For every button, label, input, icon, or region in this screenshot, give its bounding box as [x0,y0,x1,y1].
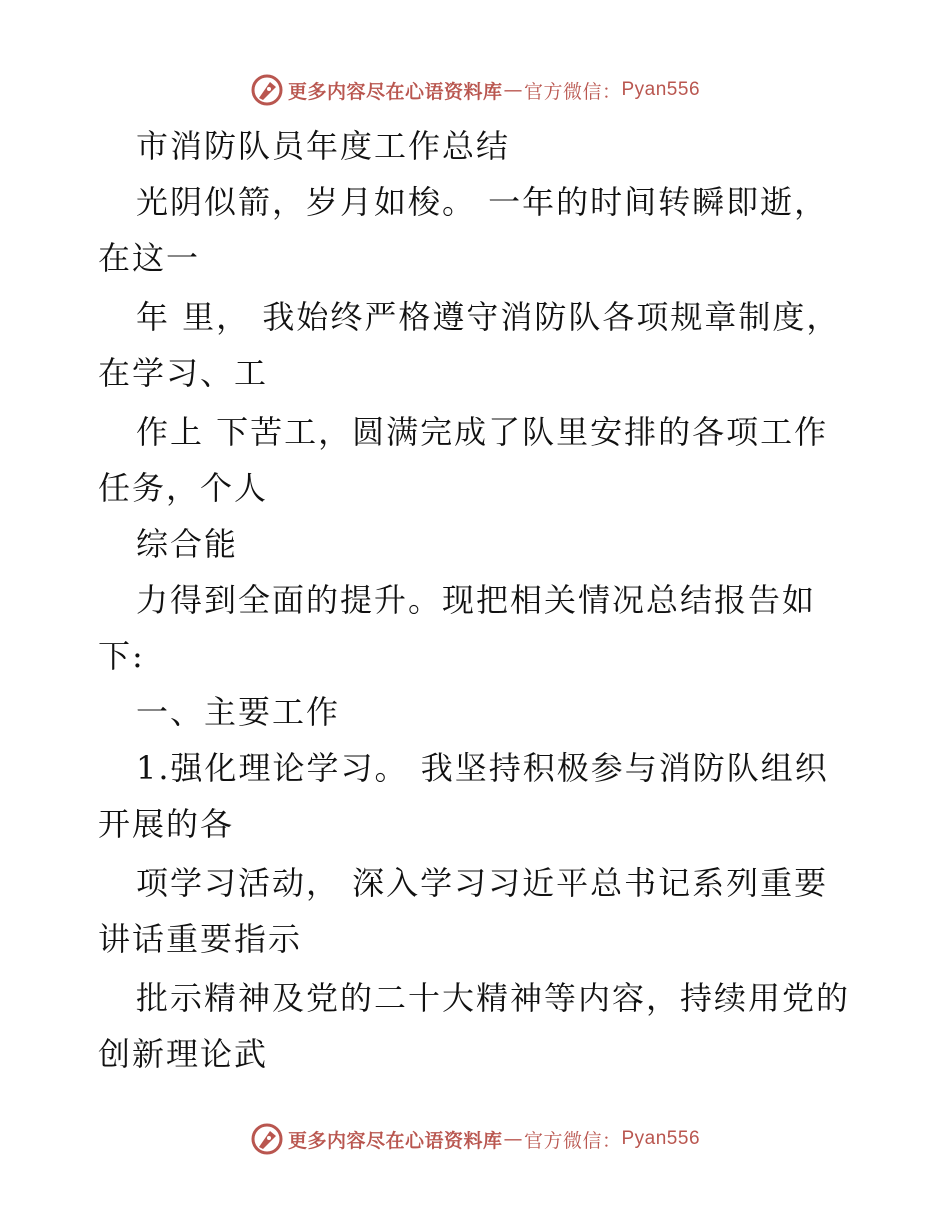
section-heading: 一、主要工作 [136,693,341,731]
paragraph-line: 开展的各 [98,805,235,843]
paragraph-line: 年 里， 我始终严格遵守消防队各项规章制度， [136,298,841,336]
paragraph-line: 在学习、工 [98,354,269,392]
banner-contact-label: 官方微信： [523,80,622,103]
paragraph-line: 光阴似箭，岁月如梭。 一年的时间转瞬即逝， [136,183,829,221]
document-title: 市消防队员年度工作总结 [136,127,511,165]
paragraph-line: 1.强化理论学习。 我坚持积极参与消防队组织 [136,749,829,787]
banner-brand-text: 更多内容尽在心语资料库 [287,1129,503,1152]
banner-dash: — [503,79,523,101]
paragraph-line: 创新理论武 [98,1035,269,1073]
paragraph-line: 讲话重要指示 [98,920,303,958]
paragraph-line: 项学习活动， 深入学习习近平总书记系列重要 [136,864,829,902]
paragraph-line: 综合能 [136,525,239,563]
paragraph-line: 在这一 [98,239,201,277]
banner-dash: — [503,1128,523,1150]
pen-nib-logo-icon [250,1122,284,1156]
document-body [98,118,868,1082]
header-banner [0,70,950,110]
banner-contact-label: 官方微信： [523,1129,622,1152]
banner-wechat-id: Pyan556 [621,1128,701,1149]
footer-banner [0,1119,950,1159]
banner-wechat-id: Pyan556 [621,79,701,100]
paragraph-line: 批示精神及党的二十大精神等内容，持续用党的 [136,979,851,1017]
paragraph-line: 下: [98,637,145,675]
paragraph-line: 作上 下苦工，圆满完成了队里安排的各项工作 [136,413,829,451]
paragraph-line: 任务，个人 [98,469,269,507]
banner-brand-text: 更多内容尽在心语资料库 [287,80,503,103]
pen-nib-logo-icon [250,73,284,107]
paragraph-line: 力得到全面的提升。现把相关情况总结报告如 [136,581,817,619]
